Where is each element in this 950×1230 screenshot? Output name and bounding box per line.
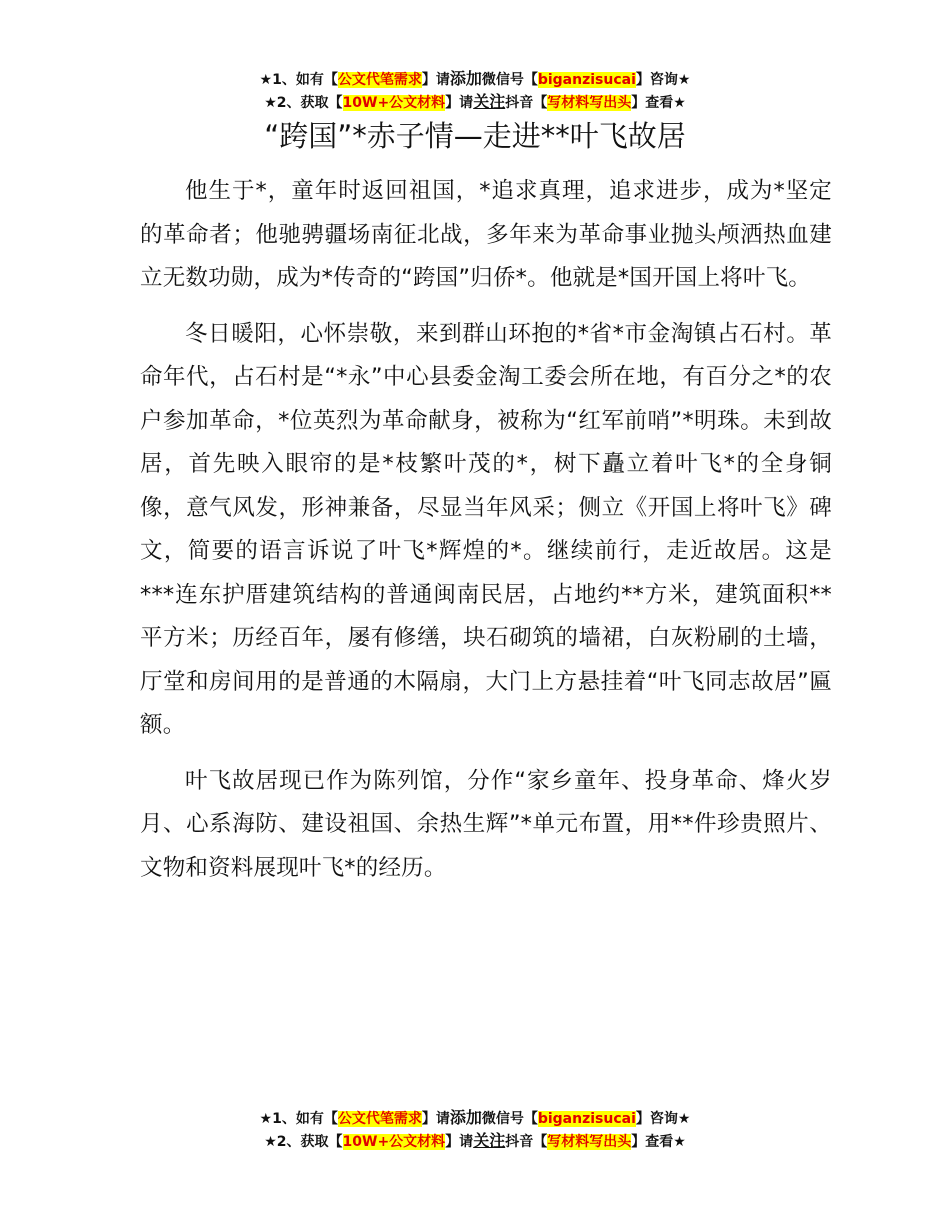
promo-line-2 [0,91,950,114]
star-icon: ★ [259,1111,273,1127]
article-paragraph-2: 冬日暖阳，心怀崇敬，来到群山环抱的*省*市金淘镇占石村。革命年代，占石村是“*永”中心县委金淘工委会所在地，有百分之*的农户参加革命，*位英烈为革命献身，被称为“红军前哨”*明珠。未到故居，首先映入眼帘的是*枝繁叶茂的*，树下矗立着叶飞*的全身铜像，意气风发，形神兼备，尽显当年风采；侧立《开国上将叶飞》碑文，简要的语言诉说了叶飞*辉煌的*。继续前行，走近故居。这是***连东护厝建筑结构的普通闽南民居，占地约**方米，建筑面积**平方米；历经百年，屡有修缮，块石砌筑的墙裙，白灰粉刷的土墙，厅堂和房间用的是普通的木隔扇，大门上方悬挂着“叶飞同志故居”匾额。 [140,320,832,738]
promo-highlight-douyin-id: 写材料写出头 [547,95,632,111]
promo-highlight-material: 10W+公文材料 [342,1134,446,1150]
promo-line-1 [0,1107,950,1130]
promo-text: 1、如有【 [272,1111,338,1127]
footer-promo-banner [0,1107,950,1153]
promo-text: 抖音【 [505,95,548,111]
promo-highlight-service: 公文代笔需求 [337,1111,422,1127]
promo-highlight-service: 公文代笔需求 [337,72,422,88]
promo-text: 】查看★ [631,95,686,111]
promo-text: 】咨询★ [635,1111,691,1127]
promo-text: 】请 [445,95,474,111]
promo-text: 】请 [421,1111,450,1127]
star-icon: ★ [264,1134,277,1150]
promo-text: 】查看★ [631,1134,686,1150]
promo-text: 2、获取【 [276,95,343,111]
promo-highlight-wechat-id: biganzisucai [537,1111,636,1127]
article-title: “跨国”*赤子情—走进**叶飞故居 [264,119,686,153]
article-paragraph-1: 他生于*，童年时返回祖国，*追求真理，追求进步，成为*坚定的革命者；他驰骋疆场南征北战，多年来为革命事业抛头颅洒热血建立无数功勋，成为*传奇的“跨国”归侨*。他就是*国开国上将叶飞。 [140,178,832,291]
star-icon: ★ [259,72,273,88]
article-body [140,170,832,902]
promo-highlight-material: 10W+公文材料 [342,95,446,111]
promo-text: 】请 [445,1134,474,1150]
promo-emphasis-follow: 关注 [473,92,506,111]
promo-emphasis-add: 添加 [449,1108,482,1127]
promo-text: 2、获取【 [276,1134,343,1150]
article-paragraph-3: 叶飞故居现已作为陈列馆，分作“家乡童年、投身革命、烽火岁月、心系海防、建设祖国、余热生辉”*单元布置，用**件珍贵照片、文物和资料展现叶飞*的经历。 [140,767,832,881]
promo-line-2 [0,1130,950,1153]
star-icon: ★ [264,95,277,111]
promo-emphasis-add: 添加 [449,69,482,88]
promo-highlight-douyin-id: 写材料写出头 [547,1134,632,1150]
promo-highlight-wechat-id: biganzisucai [537,72,636,88]
promo-text: 抖音【 [505,1134,548,1150]
promo-text: 】请 [421,72,450,88]
header-promo-banner [0,68,950,114]
promo-emphasis-follow: 关注 [473,1131,506,1150]
promo-text: 微信号【 [481,72,538,88]
promo-text: 】咨询★ [635,72,691,88]
promo-text: 微信号【 [481,1111,538,1127]
promo-text: 1、如有【 [272,72,338,88]
promo-line-1 [0,68,950,91]
